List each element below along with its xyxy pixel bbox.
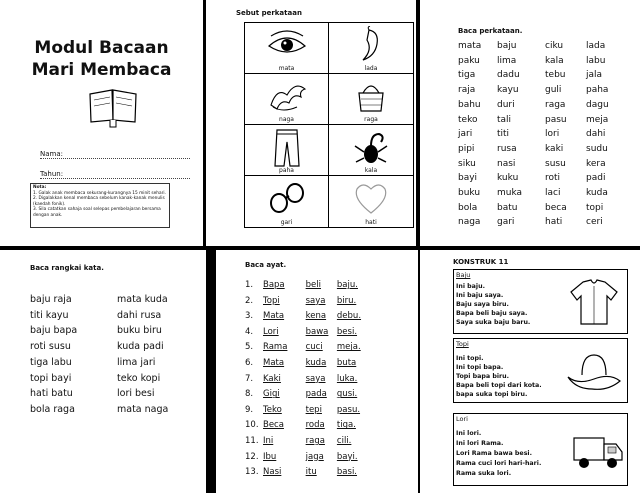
trousers-icon [267,128,307,168]
baca-ayat-panel [216,250,418,493]
picture-cell-mata: mata [245,23,329,74]
konstruk-box-lori: Lori Ini lori. Ini lori Rama. Lori Rama bawa besi. Rama cuci lori hari-hari. Rama suka lori. [453,413,628,486]
word-1-3: labu [586,55,606,66]
sentence-word: tiga. [336,420,356,431]
sentence-word: Topi [263,295,280,306]
sentence-word: jaga [305,451,324,462]
baca-perkataan-panel [420,0,640,246]
word-4-0: bahu [458,99,481,110]
sentence-word: Nasi [263,467,282,478]
sentence-word: gusi. [336,389,358,400]
word-11-1: batu [497,202,518,213]
picture-cell-paha: paha [245,125,329,176]
word-10-1: muka [497,188,523,198]
ayat-heading: Baca ayat. [245,261,287,269]
word-9-2: roti [545,173,561,184]
phrase-right-0: mata kuda [117,294,168,305]
sentence-number: 9. [245,404,254,415]
phrase-left-0: baju raja [30,294,72,305]
word-4-2: raga [545,99,566,110]
word-0-0: mata [458,41,482,51]
sentence-number: 2. [245,295,254,306]
word-2-2: tebu [545,70,566,81]
rangkai-heading: Baca rangkai kata. [30,264,104,272]
sentence-word: bawa [305,326,329,337]
sentence-word: baju. [336,280,358,290]
word-10-0: buku [458,188,481,198]
word-12-1: gari [497,217,515,228]
sentence-number: 4. [245,326,254,337]
word-9-1: kuku [497,173,519,184]
shirt-icon [569,278,619,328]
heart-icon [351,179,391,217]
phrase-right-4: lima jari [117,356,156,368]
phrase-left-5: topi bayi [30,372,72,384]
sentence-word: pada [305,389,327,400]
sentence-number: 3. [245,311,254,322]
picture-cell-raga: raga [329,74,413,125]
sentence-number: 5. [245,342,254,353]
sentence-word: beli [305,280,321,290]
konstruk-heading: KONSTRUK 11 [453,258,509,266]
word-12-3: ceri [586,217,603,228]
basket-icon [351,77,391,115]
word-10-2: laci [545,188,561,198]
sentence-word: besi. [336,326,358,337]
sentence-number: 8. [245,389,254,400]
note-box: Nota: 1. Galak anak membaca sekurang-kurangnya 15 minit sehari. 2. Digalakkan kenal membaca sebelum kanak-kanak menulis (kaedah fonik). 3. Sila catatkan sahaja soal selepas pembelajaran bersama dengan anak. [30,183,170,228]
word-10-3: kuda [586,188,608,198]
word-3-3: paha [586,85,609,96]
word-1-2: kala [545,55,564,66]
word-2-0: tiga [458,70,476,81]
word-3-0: raja [458,85,476,96]
word-7-3: sudu [586,143,608,154]
word-1-1: lima [497,55,517,66]
hat-icon [566,349,622,395]
scorpion-icon [351,128,391,168]
word-4-1: duri [497,99,515,110]
chili-icon [351,26,391,64]
word-5-0: teko [458,114,478,125]
phrase-left-7: bola raga [30,403,75,415]
word-12-2: hati [545,217,563,228]
picture-grid [244,22,414,228]
sebut-perkataan-panel [206,0,416,246]
phrase-right-1: dahi rusa [117,309,162,321]
sentence-word: kuda [305,358,327,368]
phrase-left-1: titi kayu [30,309,69,321]
sentence-word: debu. [336,311,362,322]
sentence-word: luka. [336,373,358,384]
sentence-word: saya [305,295,326,306]
sentence-word: Kaki [263,373,281,384]
word-7-1: rusa [497,143,517,154]
word-9-0: bayi [458,173,478,184]
picture-cell-lada: lada [329,23,413,74]
sentence-word: Rama [263,342,288,353]
phrase-left-2: baju bapa [30,325,78,337]
word-3-1: kayu [497,85,519,96]
sentence-word: bayi. [336,451,358,462]
word-11-0: bola [458,202,478,213]
sentence-word: Beca [263,420,284,431]
sentence-word: pasu. [336,404,361,415]
eye-icon [267,26,307,62]
picture-cell-kala: kala [329,125,413,176]
sentence-number: 11. [245,436,259,446]
word-1-0: paku [458,55,480,66]
picture-cell-naga: naga [245,74,329,125]
word-6-2: lori [545,129,560,140]
word-0-1: baju [497,41,517,51]
dragon-icon [267,77,309,115]
word-9-3: padi [586,173,606,184]
sentence-word: Mata [263,358,285,368]
sentence-word: Ini [263,436,274,446]
sentence-number: 10. [245,420,259,431]
konstruk-panel [420,250,640,493]
konstruk-box-topi: Topi Ini topi. Ini topi bapa. Topi bapa biru. Bapa beli topi dari kota. bapa suka topi biru. [453,338,628,403]
word-11-2: beca [545,202,567,213]
perkataan-heading: Baca perkataan. [458,27,523,35]
sebut-heading: Sebut perkataan [236,9,302,17]
sentence-word: buta [336,358,357,368]
word-0-2: ciku [545,41,564,51]
sentence-number: 13. [245,467,259,478]
sentence-word: cili. [336,436,352,446]
word-8-0: siku [458,158,476,169]
sentence-word: Lori [263,326,279,337]
word-2-3: jala [586,70,603,81]
sentence-word: tepi [305,404,322,415]
word-6-1: titi [497,129,510,140]
picture-cell-gari: gari [245,176,329,227]
lorry-icon [572,428,624,472]
phrase-right-3: kuda padi [117,341,164,353]
sentence-number: 6. [245,358,254,368]
year-field[interactable]: Tahun: [40,170,190,179]
handcuffs-icon [267,179,307,217]
phrase-right-7: mata naga [117,403,169,415]
word-8-2: susu [545,158,566,169]
word-4-3: dagu [586,99,609,110]
name-field[interactable]: Nama: [40,150,190,159]
word-11-3: topi [586,202,604,213]
sentence-word: Bapa [263,280,285,290]
sentence-word: cuci [305,342,323,353]
note-line: 1. Galak anak membaca sekurang-kurangnya 15 minit sehari. [33,190,166,196]
word-6-0: jari [458,129,473,140]
phrase-right-2: buku biru [117,325,162,337]
word-3-2: guli [545,85,562,96]
word-2-1: dadu [497,70,520,81]
cover-panel [0,0,203,246]
sentence-word: Gigi [263,389,280,400]
word-0-3: lada [586,41,606,51]
phrase-left-6: hati batu [30,388,73,400]
sentence-word: kena [305,311,327,322]
rangkai-kata-panel [0,250,206,493]
sentence-number: 12. [245,451,259,462]
konstruk-box-baju: Baju Ini baju. Ini baju saya. Baju saya biru. Bapa beli baju saya. Saya suka baju baru. [453,269,628,334]
sentence-word: roda [305,420,325,431]
phrase-left-3: roti susu [30,341,71,353]
cover-title-line1: Modul Bacaan [34,38,169,58]
sentence-word: meja. [336,342,361,353]
word-7-2: kaki [545,143,564,154]
phrase-left-4: tiga labu [30,356,72,368]
sentence-word: Ibu [263,451,277,462]
cover-title-line2: Mari Membaca [31,60,172,80]
phrase-right-5: teko kopi [117,372,161,384]
sentence-number: 7. [245,373,254,384]
book-icon [86,82,140,128]
word-8-3: kera [586,158,606,169]
word-5-3: meja [586,114,609,125]
sentence-word: raga [305,436,325,446]
word-6-3: dahi [586,129,606,140]
note-line: 2. Digalakkan kenal membaca sebelum kanak-kanak menulis (kaedah fonik). [33,196,165,207]
sentence-word: basi. [336,467,358,478]
word-12-0: naga [458,217,481,228]
picture-cell-hati: hati [329,176,413,227]
word-8-1: nasi [497,158,516,169]
sentence-word: biru. [336,295,357,306]
word-5-1: tali [497,114,512,125]
sentence-word: Mata [263,311,285,322]
sentence-word: saya [305,373,326,384]
sentence-word: Teko [263,404,282,415]
sentence-number: 1. [245,280,254,290]
note-line: 3. Sila catatkan sahaja soal selepas pembelajaran bersama dengan anak. [33,207,161,218]
word-7-0: pipi [458,143,475,154]
phrase-right-6: lori besi [117,388,155,400]
sentence-word: itu [305,467,317,478]
word-5-2: pasu [545,114,567,125]
